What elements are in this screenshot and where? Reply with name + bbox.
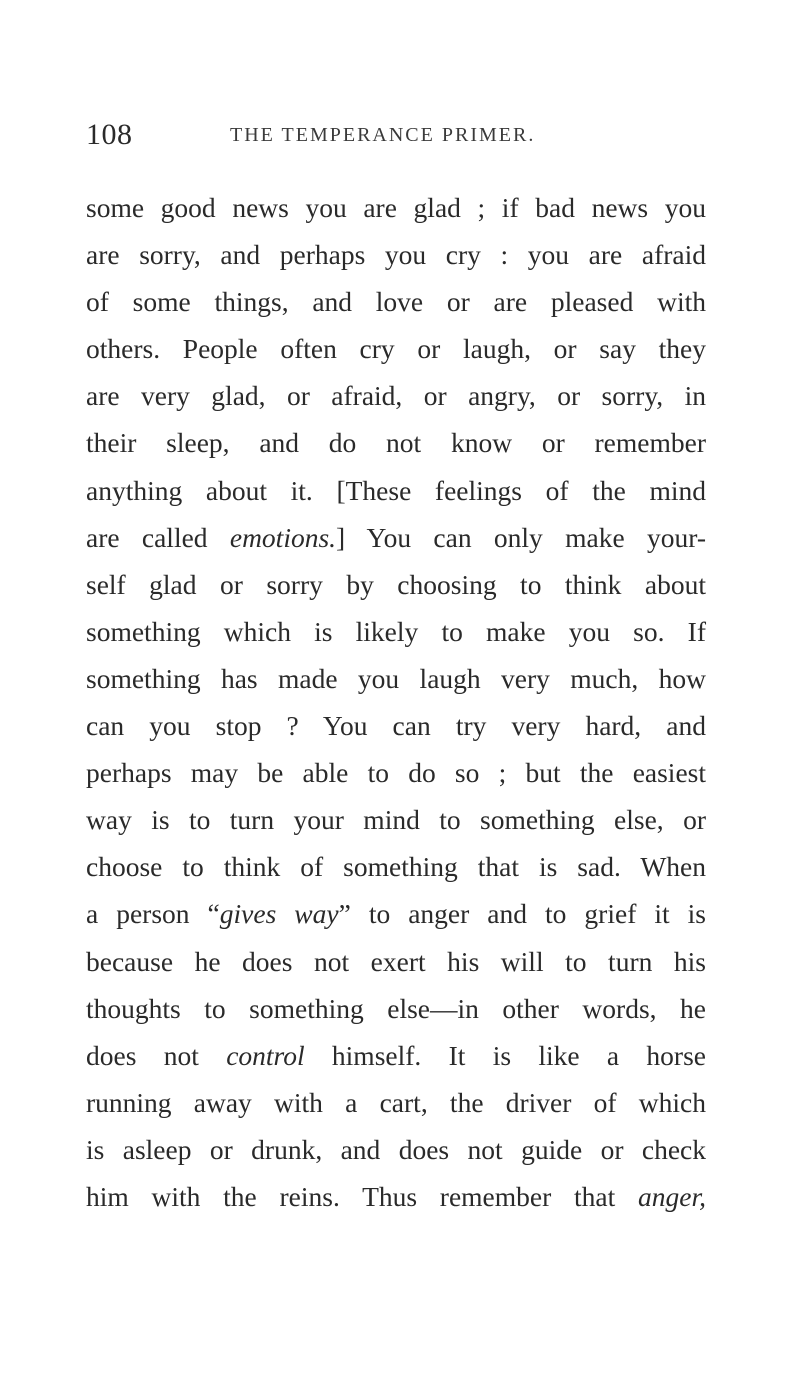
body-text [86,184,706,1220]
text-line: are sorry, and perhaps you cry : you are afraid [86,239,706,271]
text-line: some good news you are glad ; if bad news you [86,192,706,223]
text-line: are very glad, or afraid, or angry, or sorry, in [86,380,706,412]
text-line: a person “gives way” to anger and to grief it is [86,898,706,930]
text-line: their sleep, and do not know or remember [86,427,706,459]
text-line: anything about it. [These feelings of the mind [86,474,706,506]
text-line: of some things, and love or are pleased with [86,286,706,318]
text-line: does not control himself. It is like a horse [86,1039,706,1071]
text-line: is asleep or drunk, and does not guide or check [86,1133,706,1165]
text-line: others. People often cry or laugh, or say they [86,333,706,365]
running-head: THE TEMPERANCE PRIMER. [230,124,536,146]
text-line: choose to think of something that is sad. When [86,851,706,883]
text-line: are called emotions.] You can only make your- [86,521,706,553]
text-line: him with the reins. Thus remember that anger, [86,1180,706,1212]
text-line: thoughts to something else—in other words, he [86,992,706,1024]
italic-control: control [226,1039,305,1071]
italic-anger: anger, [638,1180,706,1212]
text-line: because he does not exert his will to turn his [86,945,706,977]
page-number: 108 [86,118,133,151]
text-line: something has made you laugh very much, how [86,662,706,694]
text-line: can you stop ? You can try very hard, and [86,710,706,742]
text-line: something which is likely to make you so. If [86,615,706,647]
text-line: self glad or sorry by choosing to think about [86,568,706,600]
italic-gives-way: gives way [219,898,339,930]
text-line: perhaps may be able to do so ; but the easiest [86,757,706,789]
page-header [86,118,736,158]
text-line: running away with a cart, the driver of which [86,1086,706,1118]
text-line: way is to turn your mind to something else, or [86,804,706,836]
italic-emotions: emotions. [229,521,337,553]
